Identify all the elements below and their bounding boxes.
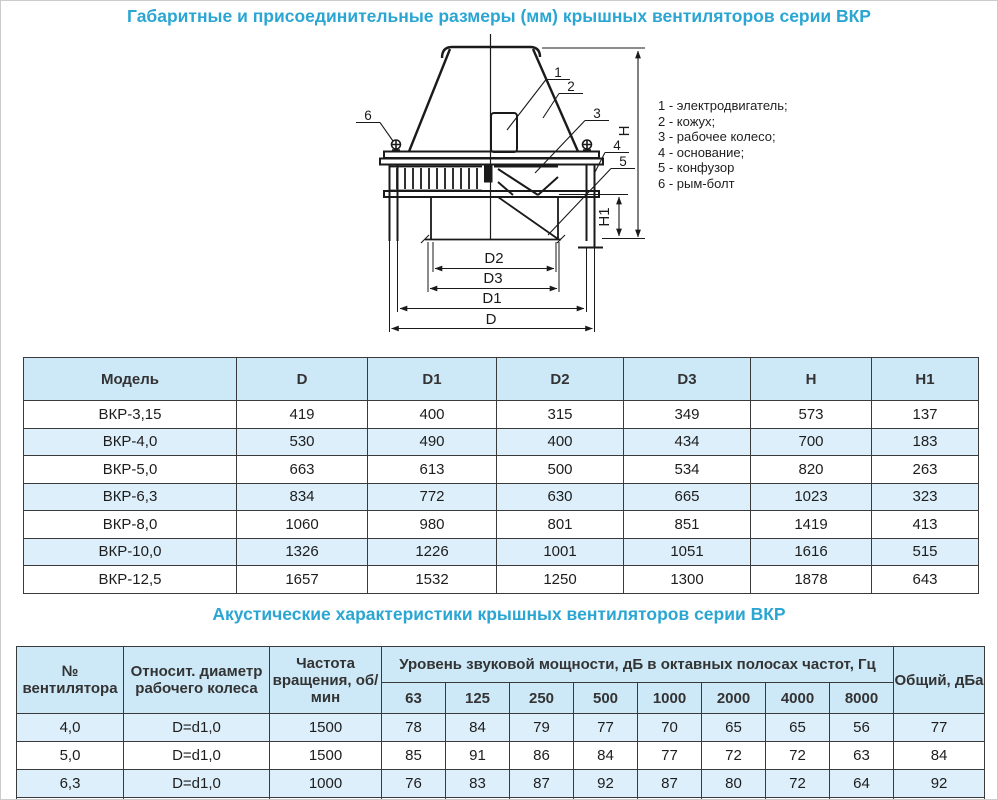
model-cell: ВКР-6,3 [24, 483, 237, 511]
rpm-cell: 1500 [270, 714, 382, 742]
value-cell: 573 [751, 401, 872, 429]
value-cell: 665 [624, 483, 751, 511]
legend-item-confusor: 5 - конфузор [658, 160, 735, 176]
value-cell: 400 [368, 401, 497, 429]
freq-header-250: 250 [510, 683, 574, 714]
column-header-rel-diameter: Относит. диаметр рабочего колеса [124, 647, 270, 714]
callout-5: 5 [619, 154, 627, 169]
table-row [17, 770, 985, 798]
table-row [24, 566, 979, 594]
level-cell: 80 [702, 770, 766, 798]
eye-bolt-left [392, 140, 401, 150]
table-row [24, 456, 979, 484]
total-cell: 77 [894, 714, 985, 742]
level-cell: 77 [638, 742, 702, 770]
column-header-d: D [237, 358, 368, 401]
legend-item-casing: 2 - кожух; [658, 113, 716, 129]
value-cell: 851 [624, 511, 751, 539]
model-cell: ВКР-8,0 [24, 511, 237, 539]
value-cell: 980 [368, 511, 497, 539]
value-cell: 1419 [751, 511, 872, 539]
level-cell: 64 [830, 770, 894, 798]
freq-header-4000: 4000 [766, 683, 830, 714]
value-cell: 500 [497, 456, 624, 484]
level-cell: 56 [830, 714, 894, 742]
impeller-louvers [389, 167, 482, 191]
level-cell: 83 [446, 770, 510, 798]
value-cell: 263 [872, 456, 979, 484]
fan-no-cell: 5,0 [17, 742, 124, 770]
rpm-cell: 1000 [270, 770, 382, 798]
level-cell: 65 [766, 714, 830, 742]
acoustic-table [16, 646, 985, 800]
table-row [24, 401, 979, 429]
callout-1: 1 [554, 65, 562, 80]
page-title: Габаритные и присоединительные размеры (мм) крышных вентиляторов серии ВКР [127, 6, 871, 26]
legend-item-base: 4 - основание; [658, 144, 745, 160]
level-cell: 70 [638, 714, 702, 742]
column-header-model: Модель [24, 358, 237, 401]
value-cell: 434 [624, 428, 751, 456]
dimension-label-d3: D3 [483, 270, 503, 287]
table-row [24, 428, 979, 456]
value-cell: 820 [751, 456, 872, 484]
level-cell: 72 [702, 742, 766, 770]
column-header-d2: D2 [497, 358, 624, 401]
level-cell: 78 [382, 714, 446, 742]
level-cell: 84 [574, 742, 638, 770]
column-header-fan-no: № вентилятора [17, 647, 124, 714]
eye-bolt-right [583, 140, 592, 150]
level-cell: 65 [702, 714, 766, 742]
level-cell: 92 [574, 770, 638, 798]
value-cell: 1060 [237, 511, 368, 539]
callout-4: 4 [613, 138, 621, 153]
value-cell: 1226 [368, 538, 497, 566]
freq-header-1000: 1000 [638, 683, 702, 714]
callout-3: 3 [593, 106, 601, 121]
acoustic-section-title: Акустические характеристики крышных вентиляторов серии ВКР [212, 604, 786, 624]
value-cell: 530 [237, 428, 368, 456]
level-cell: 91 [446, 742, 510, 770]
level-cell: 76 [382, 770, 446, 798]
diameter-cell: D=d1,0 [124, 714, 270, 742]
column-header-rpm: Частота вращения, об/мин [270, 647, 382, 714]
dimensions-header-row [24, 358, 979, 401]
table-row [24, 511, 979, 539]
freq-header-2000: 2000 [702, 683, 766, 714]
column-header-sound-power: Уровень звуковой мощности, дБ в октавных полосах частот, Гц [382, 647, 894, 683]
column-header-total-dba: Общий, дБа [894, 647, 985, 714]
table-row [17, 742, 985, 770]
value-cell: 1051 [624, 538, 751, 566]
level-cell: 72 [766, 742, 830, 770]
value-cell: 413 [872, 511, 979, 539]
level-cell: 72 [766, 770, 830, 798]
value-cell: 663 [237, 456, 368, 484]
freq-header-63: 63 [382, 683, 446, 714]
value-cell: 1532 [368, 566, 497, 594]
fan-no-cell: 4,0 [17, 714, 124, 742]
table-row [17, 714, 985, 742]
value-cell: 515 [872, 538, 979, 566]
diameter-cell: D=d1,0 [124, 742, 270, 770]
dimensions-table [23, 357, 979, 594]
level-cell: 84 [446, 714, 510, 742]
rpm-cell: 1500 [270, 742, 382, 770]
value-cell: 1001 [497, 538, 624, 566]
value-cell: 1878 [751, 566, 872, 594]
value-cell: 643 [872, 566, 979, 594]
acoustic-header-row-1 [17, 647, 985, 683]
value-cell: 534 [624, 456, 751, 484]
value-cell: 801 [497, 511, 624, 539]
dimension-label-h1: H1 [596, 207, 613, 227]
value-cell: 700 [751, 428, 872, 456]
column-header-h: H [751, 358, 872, 401]
value-cell: 137 [872, 401, 979, 429]
value-cell: 349 [624, 401, 751, 429]
value-cell: 1657 [237, 566, 368, 594]
dimension-label-d2: D2 [484, 250, 504, 267]
table-row [24, 538, 979, 566]
diameter-cell: D=d1,0 [124, 770, 270, 798]
model-cell: ВКР-10,0 [24, 538, 237, 566]
model-cell: ВКР-3,15 [24, 401, 237, 429]
value-cell: 1023 [751, 483, 872, 511]
level-cell: 85 [382, 742, 446, 770]
value-cell: 400 [497, 428, 624, 456]
freq-header-8000: 8000 [830, 683, 894, 714]
fan-drawing [331, 29, 666, 349]
legend-item-motor: 1 - электродвигатель; [658, 98, 788, 113]
value-cell: 490 [368, 428, 497, 456]
level-cell: 79 [510, 714, 574, 742]
callout-6: 6 [364, 108, 372, 123]
dimension-label-h: H [616, 125, 633, 137]
table-row [24, 483, 979, 511]
column-header-h1: H1 [872, 358, 979, 401]
level-cell: 63 [830, 742, 894, 770]
value-cell: 630 [497, 483, 624, 511]
freq-header-500: 500 [574, 683, 638, 714]
column-header-d1: D1 [368, 358, 497, 401]
level-cell: 86 [510, 742, 574, 770]
value-cell: 1616 [751, 538, 872, 566]
diagram-legend [658, 98, 788, 192]
model-cell: ВКР-5,0 [24, 456, 237, 484]
total-cell: 84 [894, 742, 985, 770]
column-header-d3: D3 [624, 358, 751, 401]
freq-header-125: 125 [446, 683, 510, 714]
fan-no-cell: 6,3 [17, 770, 124, 798]
value-cell: 419 [237, 401, 368, 429]
level-cell: 87 [638, 770, 702, 798]
level-cell: 77 [574, 714, 638, 742]
total-cell: 92 [894, 770, 985, 798]
confusor-section [421, 197, 565, 243]
value-cell: 183 [872, 428, 979, 456]
model-cell: ВКР-4,0 [24, 428, 237, 456]
value-cell: 613 [368, 456, 497, 484]
motor [491, 113, 517, 152]
legend-item-eyebolt: 6 - рым-болт [658, 175, 735, 191]
value-cell: 1326 [237, 538, 368, 566]
dimension-label-d: D [485, 311, 497, 328]
value-cell: 315 [497, 401, 624, 429]
callout-2: 2 [567, 79, 575, 94]
value-cell: 772 [368, 483, 497, 511]
legend-item-impeller: 3 - рабочее колесо; [658, 129, 776, 145]
value-cell: 834 [237, 483, 368, 511]
value-cell: 1300 [624, 566, 751, 594]
value-cell: 1250 [497, 566, 624, 594]
model-cell: ВКР-12,5 [24, 566, 237, 594]
level-cell: 87 [510, 770, 574, 798]
dimension-label-d1: D1 [482, 290, 502, 307]
value-cell: 323 [872, 483, 979, 511]
